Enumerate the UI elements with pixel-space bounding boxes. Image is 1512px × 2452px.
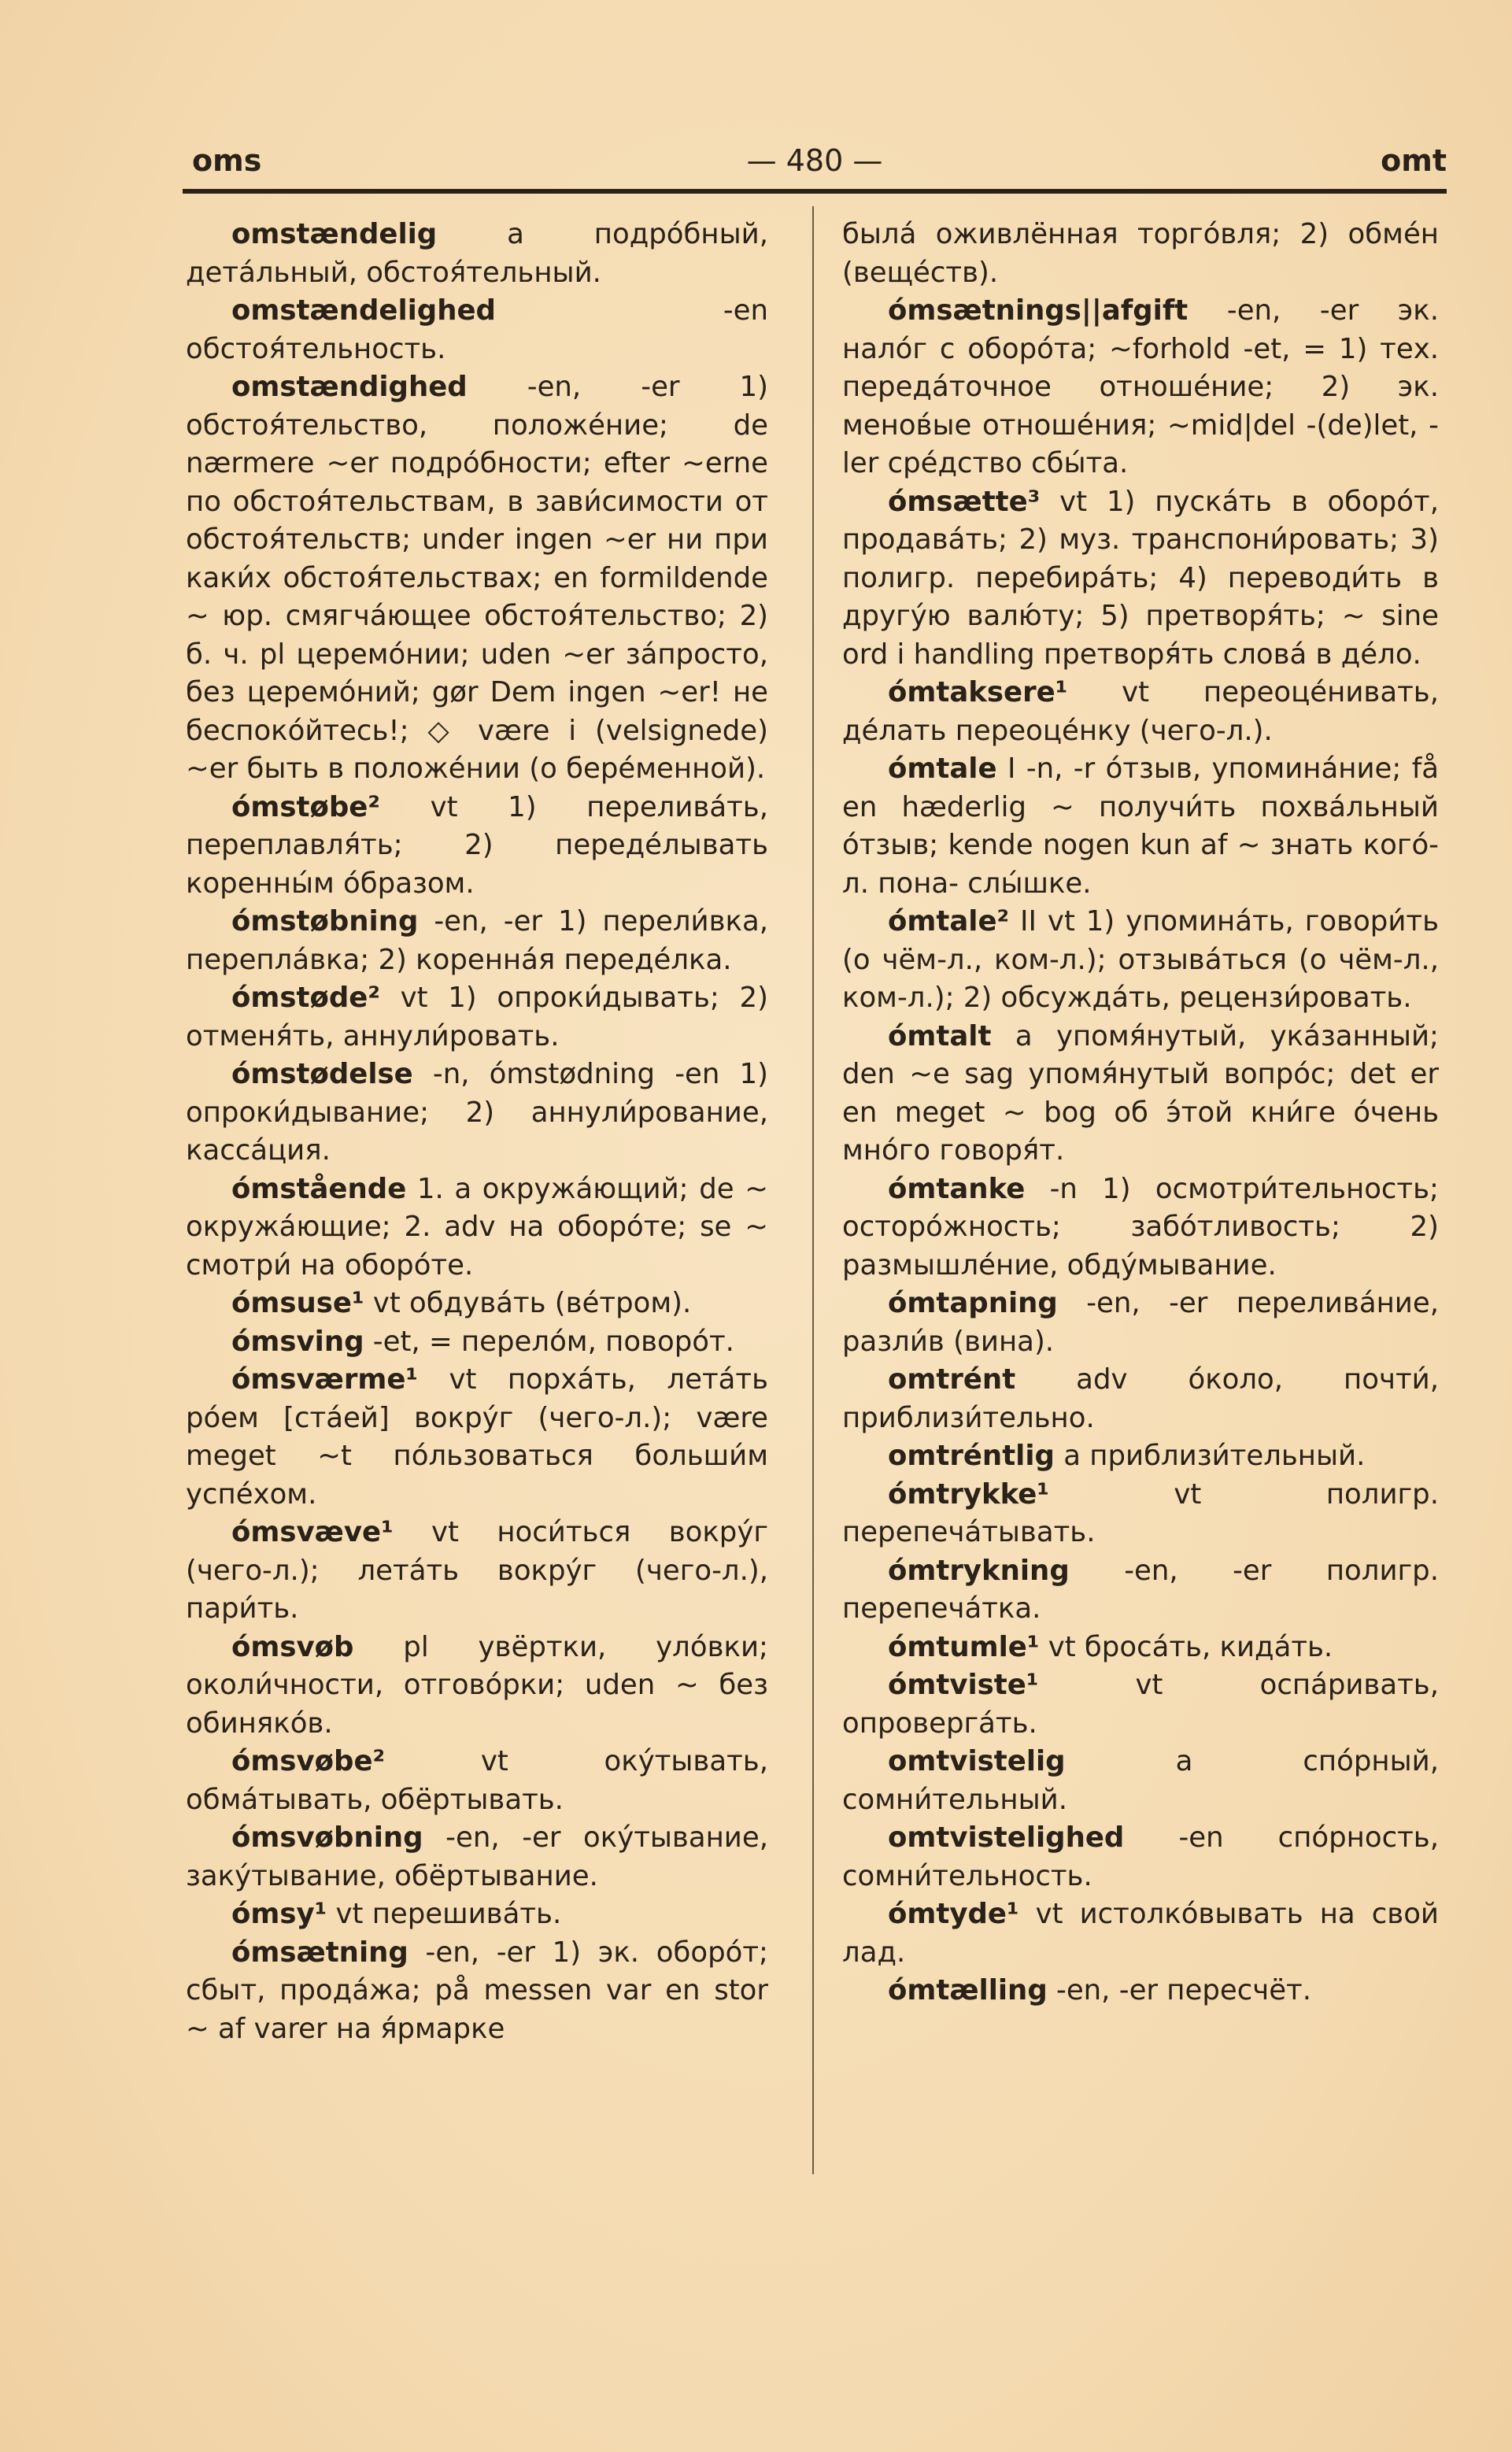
headword: ómstående [231,1172,407,1205]
definition: -en, -er 1) эк. оборо́т; сбыт, прода́жа; på messen var en stor ~ af varer на я́рмарке [186,1936,768,2045]
definition: vt полигр. перепеча́тывать. [842,1477,1439,1548]
headword: ómtapning [888,1287,1058,1319]
headword: ómtalt [888,1019,992,1052]
dictionary-entry [842,674,1439,750]
dictionary-entry [186,1895,768,1934]
headword: ómtælling [888,1974,1048,2006]
definition: -en, -er полигр. перепеча́тка. [842,1554,1439,1625]
definition: -en, -er 1) перели́вка, перепла́вка; 2) коренна́я переде́лка. [186,905,768,976]
definition: -n, ómstødning -en 1) опроки́дывание; 2) аннули́рование, касса́ция. [186,1058,768,1167]
headword: ómstøbning [231,905,419,938]
dictionary-entry [186,1819,768,1895]
dictionary-entry [186,979,768,1056]
definition: -en спо́рность, сомни́тельность. [842,1821,1439,1892]
dictionary-entry [186,789,768,904]
dictionary-entry [842,1552,1439,1629]
page-number: — 480 — [746,143,883,178]
definition: I -n, -r о́тзыв, упомина́ние; få en hæderlig ~ получи́ть похва́льный о́тзыв; kende nogen kun af ~ знать кого́-л. пона- слы́шке. [842,753,1439,900]
headword: ómsvøbe² [231,1745,386,1777]
dictionary-entry [842,1743,1439,1819]
dictionary-entry [842,1895,1439,1972]
headword: ómstøde² [231,982,380,1014]
dictionary-entry [186,292,768,368]
dictionary-entry [186,1056,768,1171]
headword: ómsætte³ [888,485,1041,518]
dictionary-entry [842,1361,1439,1437]
definition: -en, -er перелива́ние, разли́в (вина). [842,1287,1439,1358]
dictionary-entry [186,1323,768,1362]
definition: a спо́рный, сомни́тельный. [842,1745,1439,1816]
dictionary-entry [186,903,768,979]
definition: vt истолко́вывать на свой лад. [842,1898,1439,1969]
dictionary-entry [842,1972,1439,2010]
definition: была́ оживлённая торго́вля; 2) обме́н (веще́ств). [842,218,1439,289]
dictionary-entry [842,1666,1439,1743]
headword: ómtrykke¹ [888,1477,1049,1511]
definition: a упомя́нутый, ука́занный; den ~e sag упомя́нутый вопро́с; det er en meget ~ bog об э́той кни́ге о́чень мно́го говоря́т. [842,1019,1439,1167]
definition: vt переоце́нивать, де́лать переоце́нку (чего-л.). [842,676,1439,747]
definition: -n 1) осмотри́тельность; осторо́жность; забо́тливость; 2) размышле́ние, обду́мывание. [842,1172,1439,1281]
headword: ómtanke [888,1172,1026,1205]
left-guide-word: oms [192,143,262,178]
dictionary-entry [186,1629,768,1744]
dictionary-entry [842,216,1439,292]
dictionary-entry [186,216,768,292]
headword: ómtyde¹ [888,1898,1019,1930]
definition: 1. a окружа́ющий; de ~ окружа́ющие; 2. adv на оборо́те; se ~ смотри́ на оборо́те. [186,1172,768,1281]
headword: ómsvøb [231,1630,354,1663]
definition: -en, -er эк. нало́г с оборо́та; ~forhold -et, = 1) тех. переда́точное отноше́ние; 2) эк. менов́ые отноше́ния; ~mid|del -(de)let, -ler сре́дство сбы́та. [842,294,1439,479]
dictionary-entry [842,1285,1439,1361]
column-divider [812,206,814,2174]
right-column [842,216,1439,2010]
definition: vt порха́ть, лета́ть ро́ем [ста́ей] вокру́г (чего-л.); være meget ~t по́льзоваться больши́м успе́хом. [186,1363,768,1511]
definition: -en, -er 1) обстоя́тельство, положе́ние; de nærmere ~er подро́бности; efter ~erne по обстоя́тельствам, в зави́симости от обстоя́тельств; under ingen ~er ни при каки́х обстоя́тельствах; en formildende ~ юр. смягча́ющее обстоя́тельство; 2) б. ч. pl церемо́нии; uden ~er за́просто, без церемо́ний; gør Dem ingen ~er! не беспоко́йтесь!; ◇ være i (velsignede) ~er быть в положе́нии (о бере́менной). [186,371,768,785]
headword: omstændelig [231,218,438,250]
header-rule [183,189,1447,194]
definition: vt 1) опроки́дывать; 2) отменя́ть, аннули́ровать. [186,982,768,1052]
dictionary-entry [842,1171,1439,1285]
definition: a приблизи́тельный. [1054,1440,1366,1472]
headword: ómsværme¹ [231,1363,418,1396]
headword: ómsætning [231,1936,408,1969]
headword: omtrént [888,1363,1016,1396]
dictionary-entry [842,483,1439,675]
headword: omtvistelighed [888,1821,1125,1854]
headword: ómstødelse [231,1058,413,1090]
dictionary-entry [842,1437,1439,1476]
headword: ómsvøbning [231,1821,423,1854]
headword: omstændelighed [231,294,496,327]
headword: omtréntlig [888,1440,1055,1472]
dictionary-entry [842,292,1439,483]
headword: ómtale [888,753,997,785]
headword: ómsætnings||afgift [888,294,1189,327]
dictionary-entry [186,1171,768,1285]
definition: -en, -er оку́тывание, заку́тывание, обёртывание. [186,1821,768,1892]
headword: ómsving [231,1325,364,1358]
headword: ómstøbe² [231,790,380,823]
definition: a подро́бный, дета́льный, обстоя́тельный. [186,218,768,289]
definition: -en, -er пересчёт. [1047,1974,1312,2006]
definition: vt оку́тывать, обма́тывать, обёртывать. [186,1745,768,1816]
headword: ómtviste¹ [888,1669,1039,1701]
definition: -et, = перело́м, поворо́т. [364,1325,734,1358]
definition: vt носи́ться вокру́г (чего-л.); лета́ть вокру́г (чего-л.), пари́ть. [186,1516,768,1625]
dictionary-entry [842,1018,1439,1171]
right-guide-word: omt [1381,143,1447,178]
dictionary-entry [186,1934,768,2049]
page-header [183,140,1447,187]
headword: ómtale² [888,905,1010,938]
definition: II vt 1) упомина́ть, говори́ть (о чём-л., ком-л.); отзыва́ться (о чём-л., ком-л.); 2) обсужда́ть, рецензи́ровать. [842,905,1439,1014]
headword: ómsy¹ [231,1898,327,1930]
headword: ómsuse¹ [231,1287,364,1319]
definition: vt оспа́ривать, опроверга́ть. [842,1669,1439,1740]
dictionary-entry [842,903,1439,1018]
dictionary-entry [186,1514,768,1629]
definition: -en обстоя́тельность. [186,294,768,365]
dictionary-entry [842,750,1439,903]
headword: omstændighed [231,371,468,403]
headword: ómtrykning [888,1554,1070,1587]
definition: vt 1) пуска́ть в оборо́т, продава́ть; 2) муз. транспони́ровать; 3) полигр. перебира́ть; 4) переводи́ть в другу́ю валю́ту; 5) претворя́ть; ~ sine ord i handling претворя́ть слова́ в де́ло. [842,485,1439,671]
definition: pl увёртки, уло́вки; околи́чности, отгово́рки; uden ~ без обиняко́в. [186,1630,768,1740]
dictionary-entry [186,368,768,789]
headword: ómtumle¹ [888,1630,1040,1663]
dictionary-entry [186,1361,768,1514]
definition: vt 1) перелива́ть, переплавля́ть; 2) переде́лывать коренны́м о́бразом. [186,790,768,900]
left-column [186,216,768,2048]
headword: ómsvæve¹ [231,1516,394,1548]
definition: vt перешива́ть. [327,1898,562,1930]
headword: omtvistelig [888,1745,1066,1777]
headword: ómtaksere¹ [888,676,1068,708]
dictionary-entry [842,1629,1439,1667]
dictionary-entry [186,1743,768,1819]
definition: vt броса́ть, кида́ть. [1039,1630,1333,1663]
definition: vt обдува́ть (ве́тром). [364,1287,692,1319]
dictionary-entry [842,1476,1439,1552]
dictionary-entry [186,1285,768,1323]
dictionary-entry [842,1819,1439,1895]
definition: adv о́коло, почти́, приблизи́тельно. [842,1363,1439,1434]
